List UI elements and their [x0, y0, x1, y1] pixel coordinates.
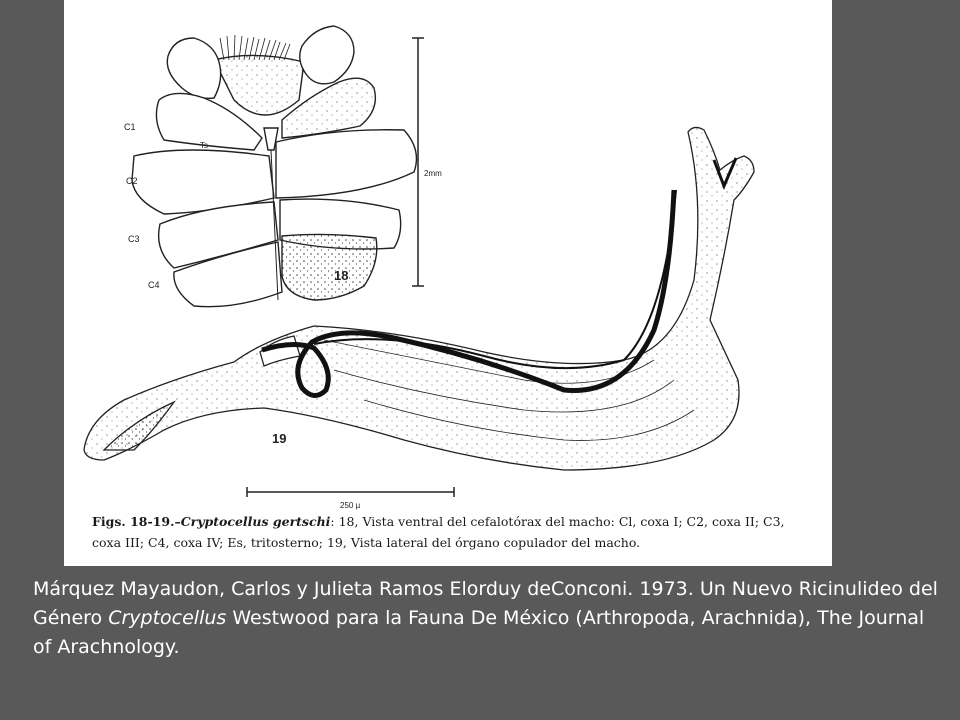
- horizontal-scale-label: 250 µ: [340, 501, 361, 510]
- caption-dash: –: [174, 514, 181, 529]
- vertical-scale-label: 2mm: [424, 169, 442, 178]
- coxa-label-4: C4: [148, 280, 160, 290]
- citation-authors: Márquez Mayaudon, Carlos y Julieta Ramos Elorduy deConconi. 1973. Un Nuevo Ricinulideo del Género: [33, 578, 938, 629]
- coxa-2-right: [276, 130, 416, 198]
- fig18-drawing: [132, 26, 416, 307]
- fig19-number: 19: [272, 431, 287, 446]
- figure-caption: [92, 511, 802, 553]
- citation-text: [33, 575, 943, 662]
- citation-rest: Westwood para la Fauna De México (Arthropoda, Arachnida), The Journal of Arachnology.: [33, 607, 925, 658]
- pedipalp-right: [300, 26, 354, 84]
- caption-text: : 18, Vista ventral del cefalotórax del macho: Cl, coxa I; C2, coxa II; C3, coxa III; C4, coxa IV; Es, tritosterno; 19, Vista lateral del órgano copulador del macho.: [92, 514, 785, 550]
- figure-drawing: [64, 0, 832, 566]
- caption-species: Cryptocellus gertschi: [180, 514, 331, 529]
- caption-lead: Figs. 18-19.: [92, 514, 175, 529]
- coxa-label-1: C1: [124, 122, 136, 132]
- horizontal-scale-bar: [247, 487, 454, 497]
- pedipalp-left: [167, 38, 220, 98]
- coxa-label-2: C2: [126, 176, 138, 186]
- tritosternum-label: Ts: [200, 141, 208, 150]
- figure-panel: [64, 0, 832, 566]
- citation-genus: Cryptocellus: [108, 607, 227, 629]
- fig18-number: 18: [334, 268, 349, 283]
- mouth-region: [214, 55, 304, 115]
- coxa-label-3: C3: [128, 234, 140, 244]
- coxa-4-right: [282, 234, 377, 300]
